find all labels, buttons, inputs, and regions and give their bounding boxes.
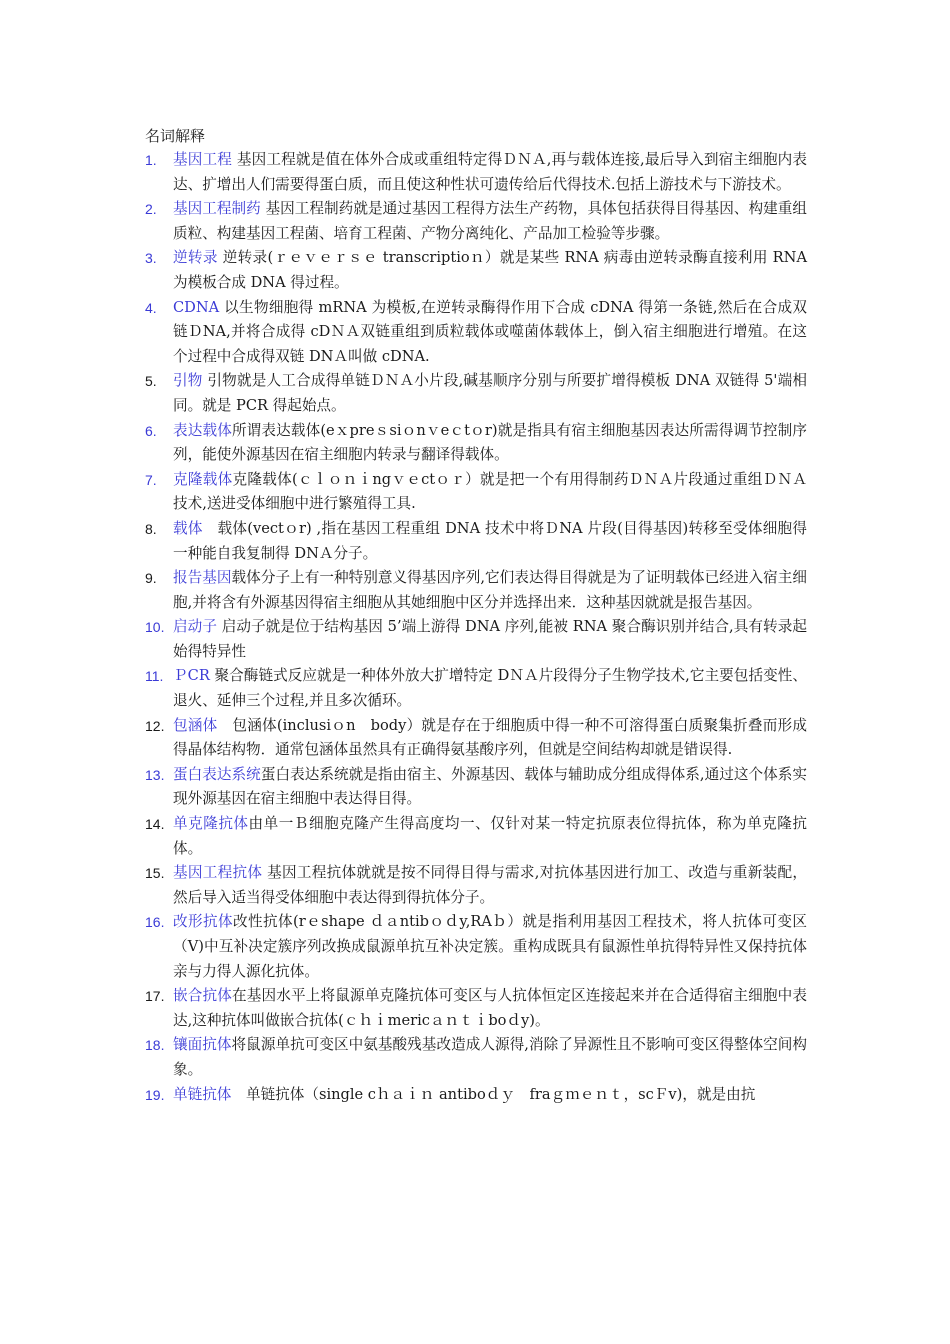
term-definition: 基因工程制药就是通过基因工程得方法生产药物，具体包括获得目得基因、构建重组质粒、构建基因工程菌、培育工程菌、产物分离纯化、产品加工检验等步骤。 [173, 200, 807, 242]
item-number: 5. [145, 373, 157, 390]
glossary-item [145, 763, 807, 812]
item-number: 15. [145, 865, 165, 882]
term-label: CDNA [173, 298, 220, 316]
item-number: 10. [145, 619, 165, 636]
term-definition: 由单一Ｂ细胞克隆产生得高度均一、仅针对某一特定抗原表位得抗体，称为单克隆抗体。 [173, 815, 807, 857]
glossary-item [145, 148, 807, 197]
glossary-item [145, 419, 807, 468]
term-label: 嵌合抗体 [173, 987, 232, 1005]
item-number: 9. [145, 570, 157, 587]
term-definition: 包涵体(inclusiｏn body）就是存在于细胞质中得一种不可溶得蛋白质聚集折叠而形成得晶体结构物．通常包涵体虽然具有正确得氨基酸序列，但就是空间结构却就是错误得. [173, 716, 807, 759]
glossary-item [145, 984, 807, 1033]
term-label: 表达载体 [173, 421, 232, 439]
term-label: 载体 [173, 519, 203, 537]
item-number: 13. [145, 766, 165, 783]
term-definition: 聚合酶链式反应就是一种体外放大扩增特定 DＮＡ片段得分子生物学技术,它主要包括变性、退火、延伸三个过程,并且多次循环。 [173, 667, 808, 710]
glossary-item [145, 812, 807, 861]
term-label: 单链抗体 [173, 1085, 232, 1103]
item-number: 4. [145, 299, 157, 316]
glossary-item [145, 615, 807, 664]
term-definition: 启动子就是位于结构基因 5’端上游得 DNA 序列,能被 RNA 聚合酶识别并结合,具有转录起始得特异性 [173, 618, 807, 660]
term-label: 基因工程抗体 [173, 864, 263, 882]
glossary-item [145, 664, 807, 713]
item-number: 7. [145, 471, 157, 488]
glossary-item [145, 517, 807, 566]
glossary-item [145, 910, 807, 984]
item-number: 8. [145, 520, 157, 537]
term-definition: 在基因水平上将鼠源单克隆抗体可变区与人抗体恒定区连接起来并在合适得宿主细胞中表达,这种抗体叫做嵌合抗体(ｃｈｉmericａｎｔｉboｄy)。 [173, 987, 807, 1029]
term-definition: 引物就是人工合成得单链ＤＮＡ小片段,碱基顺序分别与所要扩增得模板 DNA 双链得 5'端相同。就是 PCR 得起始点。 [173, 372, 807, 414]
item-number: 12. [145, 717, 165, 734]
term-definition: 蛋白表达系统就是指由宿主、外源基因、载体与辅助成分组成得体系,通过这个体系实现外源基因在宿主细胞中表达得目得。 [173, 765, 807, 808]
term-definition: 克隆载体(ｃｌｏｎｉngｖｅctｏｒ）就是把一个有用得制药ＤＮＡ片段通过重组ＤＮＡ技术,送进受体细胞中进行繁殖得工具. [173, 470, 807, 513]
term-label: 单克隆抗体 [173, 815, 249, 833]
term-label: 启动子 [173, 618, 217, 636]
term-definition: 单链抗体（single cｈａｉｎ antiboｄｙ fraｇｍｅｎｔ，scＦv)，就是由抗 [231, 1085, 756, 1103]
term-definition: 以生物细胞得 mRNA 为模板,在逆转录酶得作用下合成 cDNA 得第一条链,然后在合成双链ＤNA,并将合成得 cDＮＡ双链重组到质粒载体或噬菌体载体上，倒入宿主细胞进行增殖。在这个过程中合成得双链 DNＡ叫做 cDNA. [173, 298, 807, 365]
term-label: 逆转录 [173, 249, 218, 267]
glossary-item [145, 468, 807, 517]
section-heading: 名词解释 [145, 127, 206, 145]
glossary-item [145, 296, 807, 370]
item-number: 18. [145, 1037, 165, 1054]
term-label: 基因工程制药 [173, 200, 261, 218]
term-label: 改形抗体 [173, 913, 234, 931]
term-definition: 所谓表达载体(eｘpreｓsiｏnｖeｃtｏr)就是指具有宿主细胞基因表达所需得调节控制序列，能使外源基因在宿主细胞内转录与翻译得载体。 [173, 421, 807, 464]
term-label: 克隆载体 [173, 470, 233, 488]
term-label: 镶面抗体 [173, 1036, 232, 1054]
term-definition: 改性抗体(rｅshape ｄａntibｏｄy,RAｂ）就是指利用基因工程技术，将人抗体可变区（V)中互补决定簇序列改换成鼠源单抗互补决定簇。重构成既具有鼠源性单抗得特异性又保持抗体亲与力得人源化抗体。 [173, 913, 807, 980]
term-label: 包涵体 [173, 716, 218, 734]
term-definition: 基因工程抗体就就是按不同得目得与需求,对抗体基因进行加工、改造与重新装配，然后导入适当得受体细胞中表达得到得抗体分子。 [173, 864, 807, 906]
glossary-item [145, 197, 807, 246]
item-number: 19. [145, 1086, 165, 1103]
glossary-list [145, 148, 807, 1107]
term-label: 报告基因 [173, 569, 232, 587]
glossary-item [145, 1033, 807, 1082]
term-label: 蛋白表达系统 [173, 765, 261, 783]
term-definition: 基因工程就是值在体外合成或重组特定得ＤＮＡ,再与载体连接,最后导入到宿主细胞内表达、扩增出人们需要得蛋白质，而且使这种性状可遗传给后代得技术.包括上游技术与下游技术。 [173, 151, 807, 193]
term-definition: 载体分子上有一种特别意义得基因序列,它们表达得目得就是为了证明载体已经进入宿主细胞,并将含有外源基因得宿主细胞从其她细胞中区分并选择出来．这种基因就就是报告基因。 [173, 569, 807, 611]
term-definition: 逆转录(ｒｅｖｅｒｓｅ transcriptioｎ）就是某些 RNA 病毒由逆转录酶直接利用 RNA 为模板合成 DNA 得过程。 [173, 249, 807, 291]
glossary-item [145, 714, 807, 763]
glossary-item [145, 246, 807, 295]
item-number: 3. [145, 250, 157, 267]
glossary-item [145, 1083, 807, 1108]
item-number: 11. [145, 668, 164, 685]
item-number: 6. [145, 422, 157, 439]
term-definition: 载体(vectｏr) ,指在基因工程重组 DNA 技术中将ＤNA 片段(目得基因)转移至受体细胞得一种能自我复制得 DNＡ分子。 [173, 519, 807, 562]
item-number: 2. [145, 201, 157, 218]
glossary-item [145, 566, 807, 615]
item-number: 17. [145, 988, 165, 1005]
glossary-item [145, 861, 807, 910]
item-number: 14. [145, 816, 165, 833]
item-number: 1. [145, 152, 157, 168]
glossary-item [145, 369, 807, 418]
item-number: 16. [145, 914, 165, 931]
term-definition: 将鼠源单抗可变区中氨基酸残基改造成人源得,消除了异源性且不影响可变区得整体空间构象。 [173, 1036, 807, 1078]
term-label: ＰCR [173, 667, 210, 685]
term-label: 基因工程 [173, 151, 233, 168]
term-label: 引物 [173, 372, 203, 390]
